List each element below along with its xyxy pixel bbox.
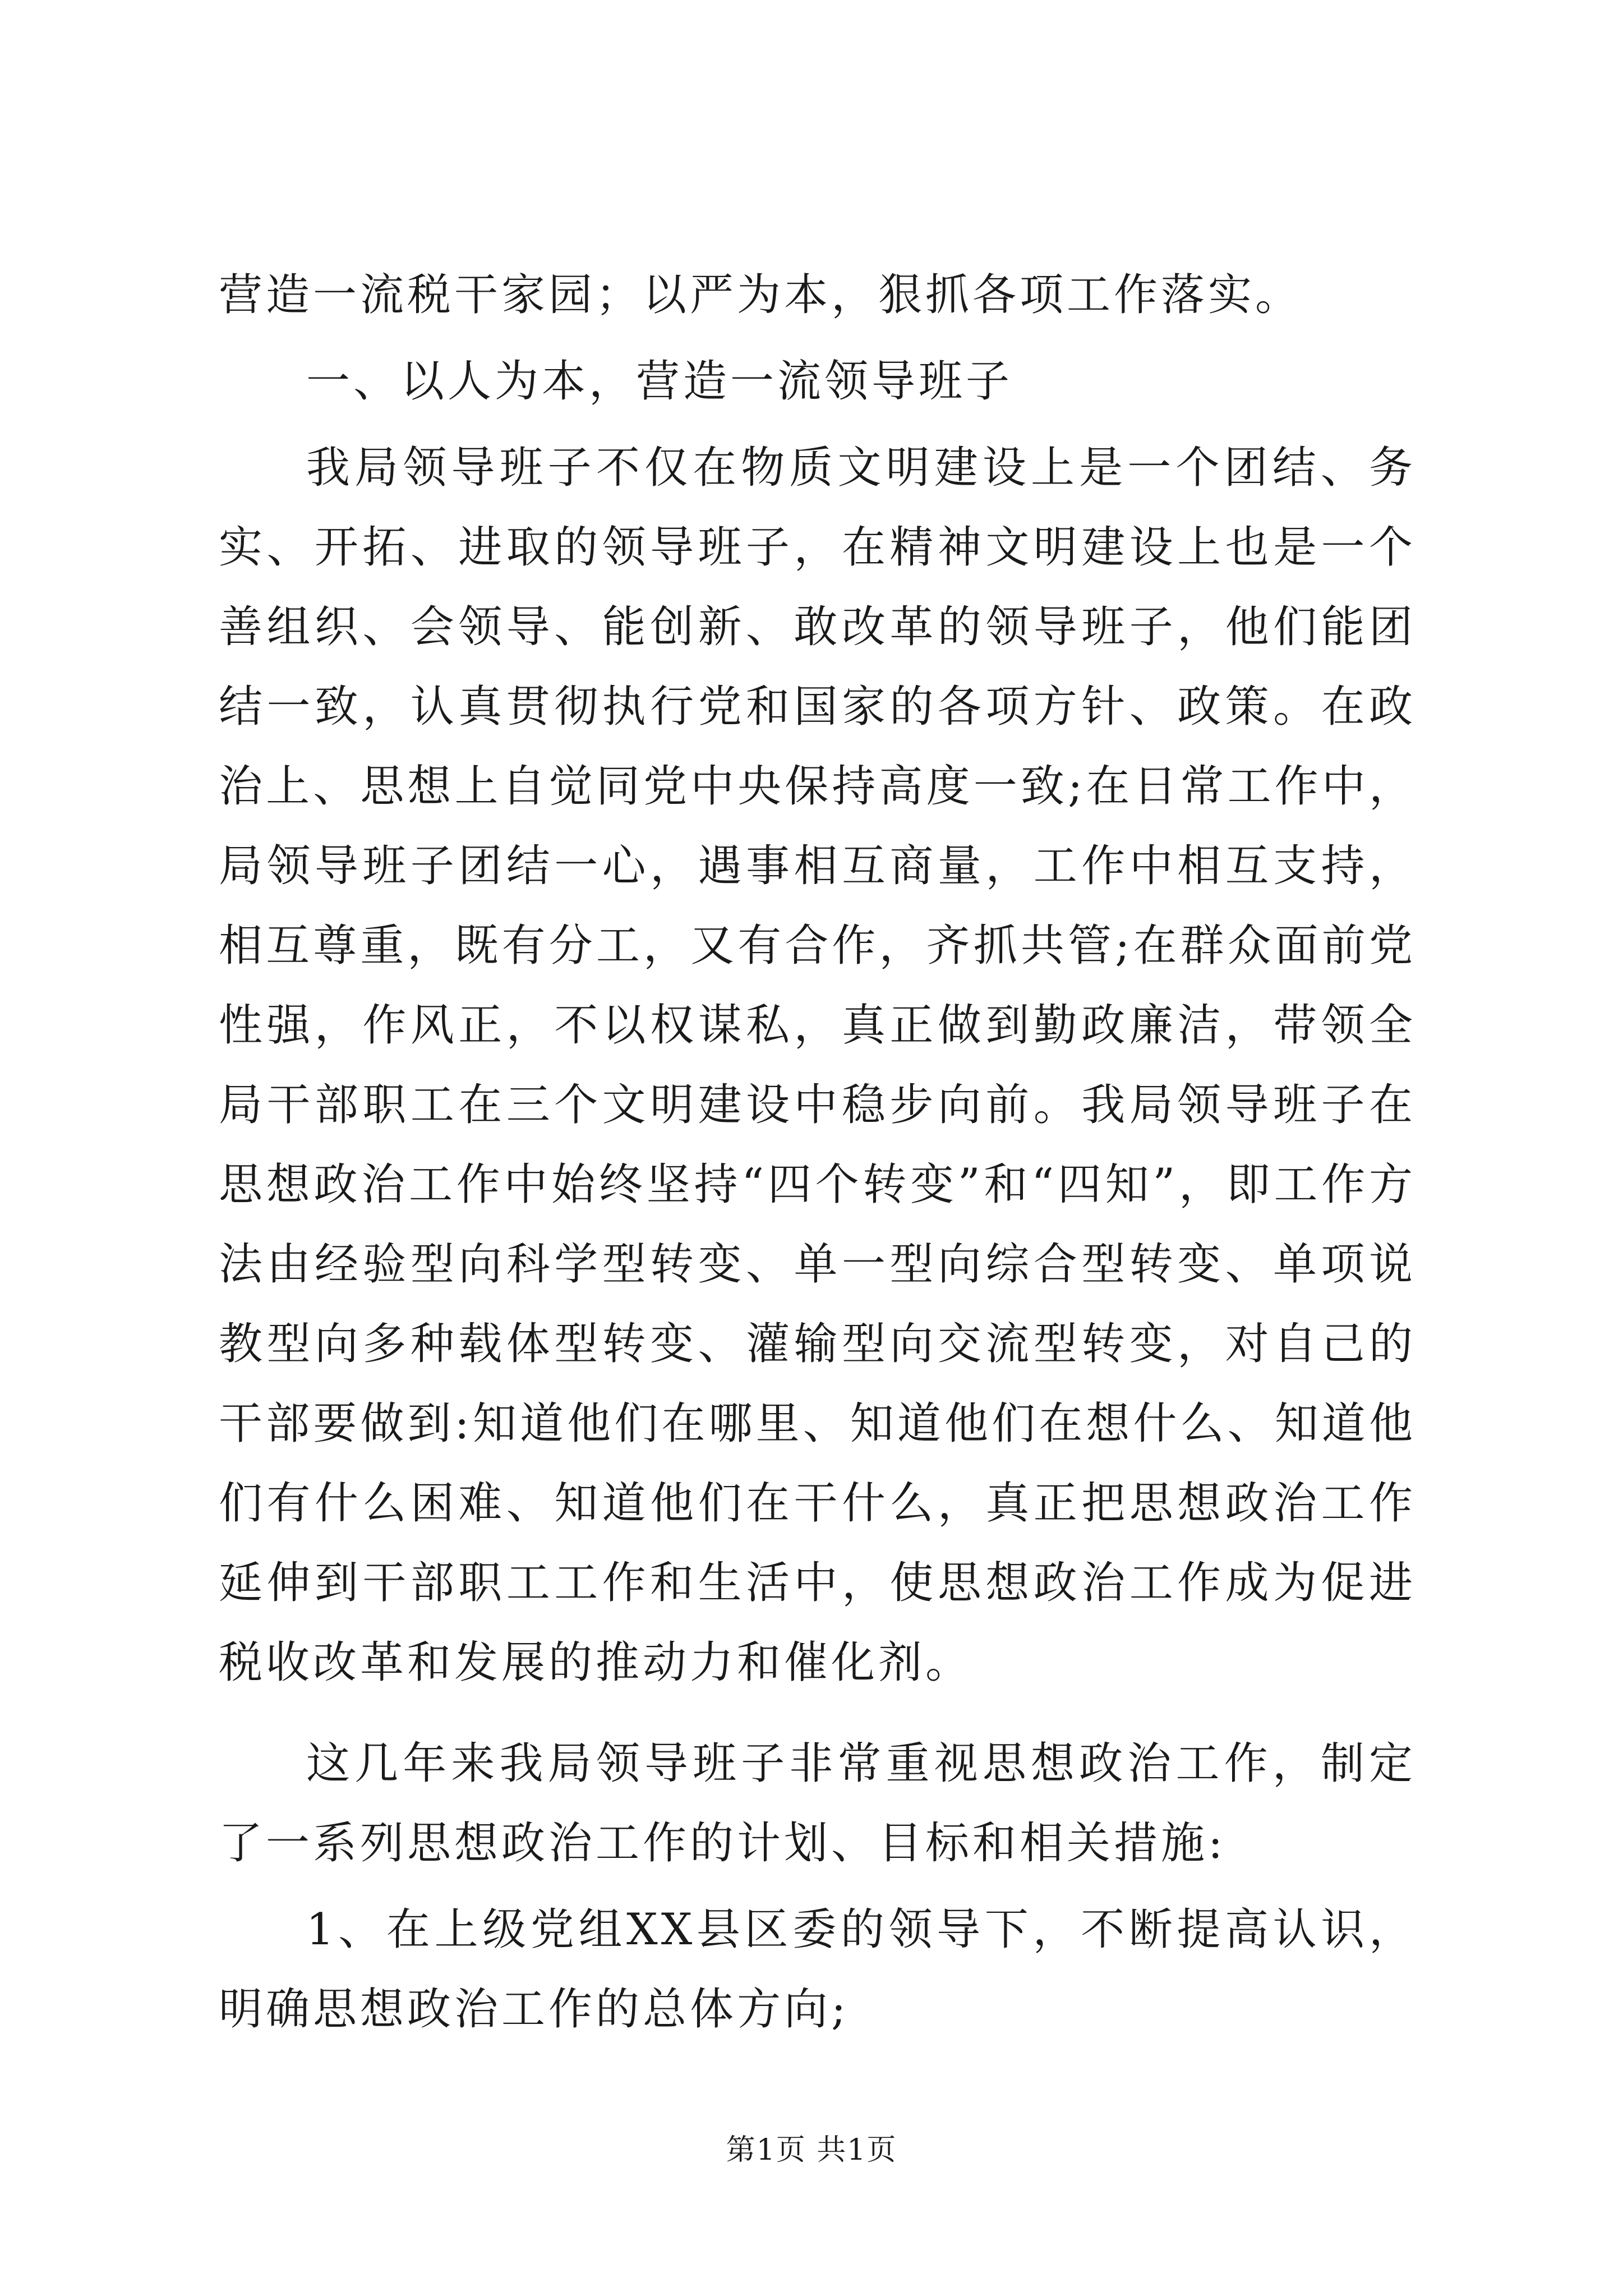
paragraph-leadership: 我局领导班子不仅在物质文明建设上是一个团结、务实、开拓、进取的领导班子，在精神文明建设上也是一个善组织、会领导、能创新、敢改革的领导班子，他们能团结一致，认真贯彻执行党和国家的各项方针、政策。在政治上、思想上自觉同党中央保持高度一致;在日常工作中，局领导班子团结一心，遇事相互商量，工作中相互支持，相互尊重，既有分工，又有合作，齐抓共管;在群众面前党性强，作风正，不以权谋私，真正做到勤政廉洁，带领全局干部职工在三个文明建设中稳步向前。我局领导班子在思想政治工作中始终坚持“四个转变”和“四知”，即工作方法由经验型向科学型转变、单一型向综合型转变、单项说教型向多种载体型转变、灌输型向交流型转变，对自己的干部要做到:知道他们在哪里、知道他们在想什么、知道他们有什么困难、知道他们在干什么，真正把思想政治工作延伸到干部职工工作和生活中，使思想政治工作成为促进税收改革和发展的推动力和催化剂。 [219, 443, 1416, 1688]
paragraph-continuation: 营造一流税干家园；以严为本，狠抓各项工作落实。 [219, 270, 1303, 320]
list-item-1: 1、在上级党组XX县区委的领导下，不断提高认识，明确思想政治工作的总体方向; [219, 1904, 1416, 2035]
section-heading: 一、以人为本，营造一流领导班子 [306, 356, 1013, 407]
document-body [219, 255, 1416, 2049]
paragraph-measures-intro: 这几年来我局领导班子非常重视思想政治工作，制定了一系列思想政治工作的计划、目标和相关措施: [219, 1738, 1416, 1869]
page-footer: 第1页 共1页 [726, 2133, 897, 2167]
